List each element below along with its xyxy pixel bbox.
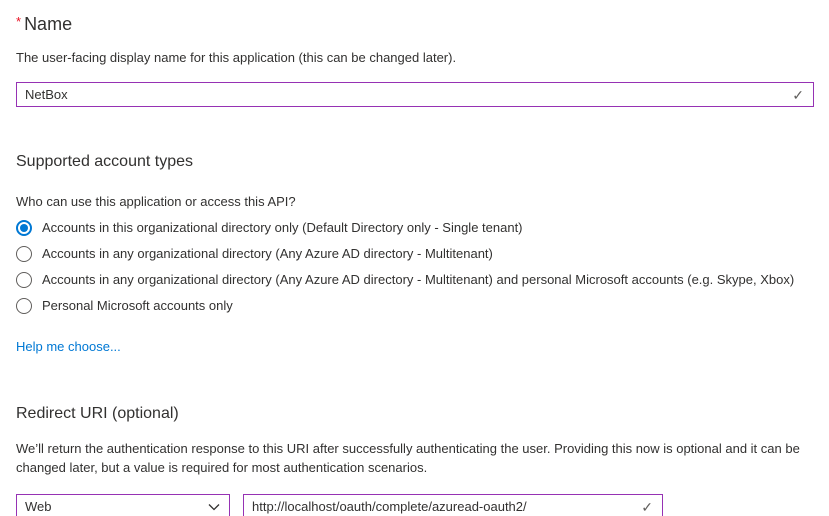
redirect-uri-heading: Redirect URI (optional) <box>16 405 179 422</box>
radio-button[interactable] <box>16 272 32 288</box>
radio-option-label[interactable]: Personal Microsoft accounts only <box>42 298 233 313</box>
radio-option-multitenant-personal[interactable] <box>16 272 814 288</box>
radio-option-label[interactable]: Accounts in this organizational directory only (Default Directory only - Single tenant) <box>42 220 523 235</box>
redirect-uri-input-container <box>243 494 663 516</box>
platform-dropdown[interactable] <box>16 494 230 516</box>
chevron-down-icon <box>208 503 220 511</box>
name-heading-label: Name <box>24 14 73 34</box>
account-types-question: Who can use this application or access this API? <box>16 194 296 209</box>
radio-option-multitenant[interactable] <box>16 246 814 262</box>
platform-dropdown-value: Web <box>25 499 52 514</box>
required-asterisk: * <box>16 14 22 29</box>
radio-button[interactable] <box>16 298 32 314</box>
radio-button[interactable] <box>16 220 32 236</box>
valid-checkmark-icon: ✓ <box>792 86 804 103</box>
name-input[interactable] <box>17 83 792 106</box>
help-me-choose-link[interactable]: Help me choose... <box>16 339 121 354</box>
redirect-uri-description: We’ll return the authentication response to this URI after successfully authenticating the user. Providing this now is optional and it can be changed later, but a value is required for most authentication scenarios. <box>16 441 800 475</box>
supported-account-types-heading: Supported account types <box>16 153 194 170</box>
account-types-radio-group <box>16 220 814 314</box>
radio-option-label[interactable]: Accounts in any organizational directory (Any Azure AD directory - Multitenant) and personal Microsoft accounts (e.g. Skype, Xbox) <box>42 272 795 287</box>
radio-option-single-tenant[interactable] <box>16 220 814 236</box>
name-section-heading <box>16 11 814 35</box>
radio-button[interactable] <box>16 246 32 262</box>
name-field-description: The user-facing display name for this application (this can be changed later). <box>16 50 457 65</box>
redirect-uri-input[interactable] <box>244 495 641 516</box>
valid-checkmark-icon: ✓ <box>641 498 653 515</box>
radio-option-personal-only[interactable] <box>16 298 814 314</box>
name-input-container <box>16 82 814 107</box>
radio-option-label[interactable]: Accounts in any organizational directory (Any Azure AD directory - Multitenant) <box>42 246 493 261</box>
